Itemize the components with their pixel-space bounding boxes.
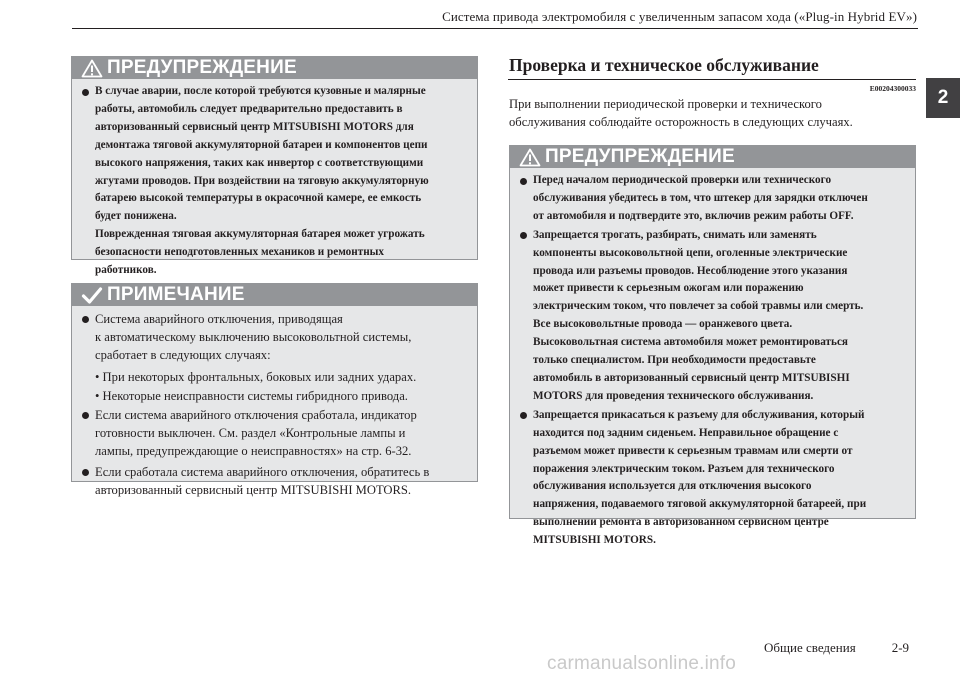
note-bullet-3 xyxy=(82,463,469,499)
warning-line: батарею высокой температуры в окрасочной камере, ее емкость xyxy=(95,192,422,205)
page-header-title: Система привода электромобиля с увеличенным запасом хода («Plug-in Hybrid EV») xyxy=(442,9,917,24)
right-warning-bullet-2 xyxy=(520,227,907,406)
warning-line: демонтажа тяговой аккумуляторной батареи и компонентов цепи xyxy=(95,138,428,151)
note-line: лампы, предупреждающие о неисправностях» на стр. 6-32. xyxy=(95,444,412,459)
section-code: E00204300033 xyxy=(869,84,916,93)
right-warning-heading: ПРЕДУПРЕЖДЕНИЕ xyxy=(545,146,735,167)
warning-line: авторизованный сервисный центр MITSUBISHI MOTORS для xyxy=(95,120,414,133)
warning-line: обслуживания убедитесь в том, что штекер для зарядки отключен xyxy=(533,191,868,204)
warning-line: Поврежденная тяговая аккумуляторная батарея может угрожать xyxy=(95,228,425,241)
bullet-icon xyxy=(520,178,527,185)
left-warning-box xyxy=(71,56,478,277)
warning-line: Запрещается трогать, разбирать, снимать или заменять xyxy=(533,228,817,241)
warning-line: может привести к серьезным ожогам или поражению xyxy=(533,282,804,295)
warning-line: электрическим током, что повлечет за собой травмы или смерть. xyxy=(533,300,864,313)
left-warning-paragraph xyxy=(82,83,469,280)
note-bullet-2 xyxy=(82,406,469,461)
left-warning-header xyxy=(72,57,477,79)
page-footer xyxy=(764,640,909,656)
right-warning-bullet-1 xyxy=(520,172,907,226)
note-line: Если система аварийного отключения сработала, индикатор xyxy=(95,408,417,423)
right-warning-bullet-3 xyxy=(520,407,907,550)
section-intro xyxy=(509,96,909,132)
bullet-icon xyxy=(82,89,89,96)
warning-line: жгутами проводов. При воздействии на тяговую аккумуляторную xyxy=(95,174,429,187)
note-heading: ПРИМЕЧАНИЕ xyxy=(107,284,245,305)
bullet-icon xyxy=(82,316,89,323)
warning-line: Перед началом периодической проверки или технического xyxy=(533,174,832,186)
warning-line: Все высоковольтные провода — оранжевого цвета. xyxy=(533,318,793,331)
warning-triangle-icon xyxy=(519,148,541,167)
bullet-icon xyxy=(520,412,527,419)
warning-line: Запрещается прикасаться к разъему для обслуживания, который xyxy=(533,408,865,421)
warning-line: разъемом может привести к серьезным травмам или смерти от xyxy=(533,444,853,457)
note-line: сработает в следующих случаях: xyxy=(95,348,271,363)
note-line: готовности выключен. См. раздел «Контрольные лампы и xyxy=(95,426,406,441)
bullet-icon xyxy=(82,412,89,419)
warning-line: обслуживания используется для отключения высокого xyxy=(533,480,812,493)
page-number: 2-9 xyxy=(891,640,910,655)
right-warning-box xyxy=(509,145,916,547)
warning-line: работы, автомобиль следует предварительно предоставить в xyxy=(95,102,403,115)
note-subitem: • При некоторых фронтальных, боковых или задних ударах. xyxy=(95,369,417,384)
warning-line: провода или разъемы проводов. Несоблюдение этого указания xyxy=(533,264,848,277)
warning-line: работников. xyxy=(95,264,157,277)
warning-line: компоненты высоковольтной цепи, оголенные электрические xyxy=(533,246,848,259)
warning-line: MITSUBISHI MOTORS. xyxy=(533,534,656,547)
note-bullet-1 xyxy=(82,310,469,405)
warning-line: выполнении ремонта в авторизованном сервисном центре xyxy=(533,516,829,529)
checkmark-icon xyxy=(81,286,103,305)
warning-line: поражения электрическим током. Разъем для технического xyxy=(533,462,835,475)
warning-line: MOTORS для проведения технического обслуживания. xyxy=(533,389,814,402)
note-line: авторизованный сервисный центр MITSUBISHI MOTORS. xyxy=(95,482,412,497)
note-box xyxy=(71,283,478,497)
footer-section-name: Общие сведения xyxy=(764,640,856,655)
left-warning-heading: ПРЕДУПРЕЖДЕНИЕ xyxy=(107,57,297,78)
warning-line: автомобиль в авторизованный сервисный центр MITSUBISHI xyxy=(533,371,850,384)
note-header xyxy=(72,284,477,306)
note-subitem: • Некоторые неисправности системы гибридного привода. xyxy=(95,388,408,403)
chapter-tab[interactable]: 2 xyxy=(926,78,960,118)
warning-line: будет понижена. xyxy=(95,210,177,223)
warning-line: напряжения, подаваемого тяговой аккумуляторной батареей, при xyxy=(533,498,867,511)
note-line: Если сработала система аварийного отключения, обратитесь в xyxy=(95,464,430,479)
intro-line: обслуживания соблюдайте осторожность в следующих случаях. xyxy=(509,114,853,129)
bullet-icon xyxy=(520,232,527,239)
section-title: Проверка и техническое обслуживание xyxy=(509,55,819,75)
warning-line: В случае аварии, после которой требуются кузовные и малярные xyxy=(95,85,426,97)
watermark-text: carmanualsonline.info xyxy=(547,653,737,674)
warning-line: высокого напряжения, таких как инвертор с соответствующими xyxy=(95,156,424,169)
warning-line: находится под задним сиденьем. Неправильное обращение с xyxy=(533,426,839,439)
warning-triangle-icon xyxy=(81,59,103,78)
warning-line: безопасности неподготовленных механиков и ремонтных xyxy=(95,246,384,259)
warning-line: Высоковольтная система автомобиля может ремонтироваться xyxy=(533,336,848,349)
bullet-icon xyxy=(82,469,89,476)
warning-line: от автомобиля и подтвердите это, включив режим работы OFF. xyxy=(533,209,854,222)
warning-line: только специалистом. При необходимости предоставьте xyxy=(533,354,816,367)
intro-line: При выполнении периодической проверки и технического xyxy=(509,97,822,111)
section-title-rule xyxy=(508,79,916,80)
note-line: Система аварийного отключения, приводящая xyxy=(95,312,343,326)
right-warning-header xyxy=(510,146,915,168)
header-rule xyxy=(72,28,918,29)
note-line: к автоматическому выключению высоковольтной системы, xyxy=(95,330,412,345)
